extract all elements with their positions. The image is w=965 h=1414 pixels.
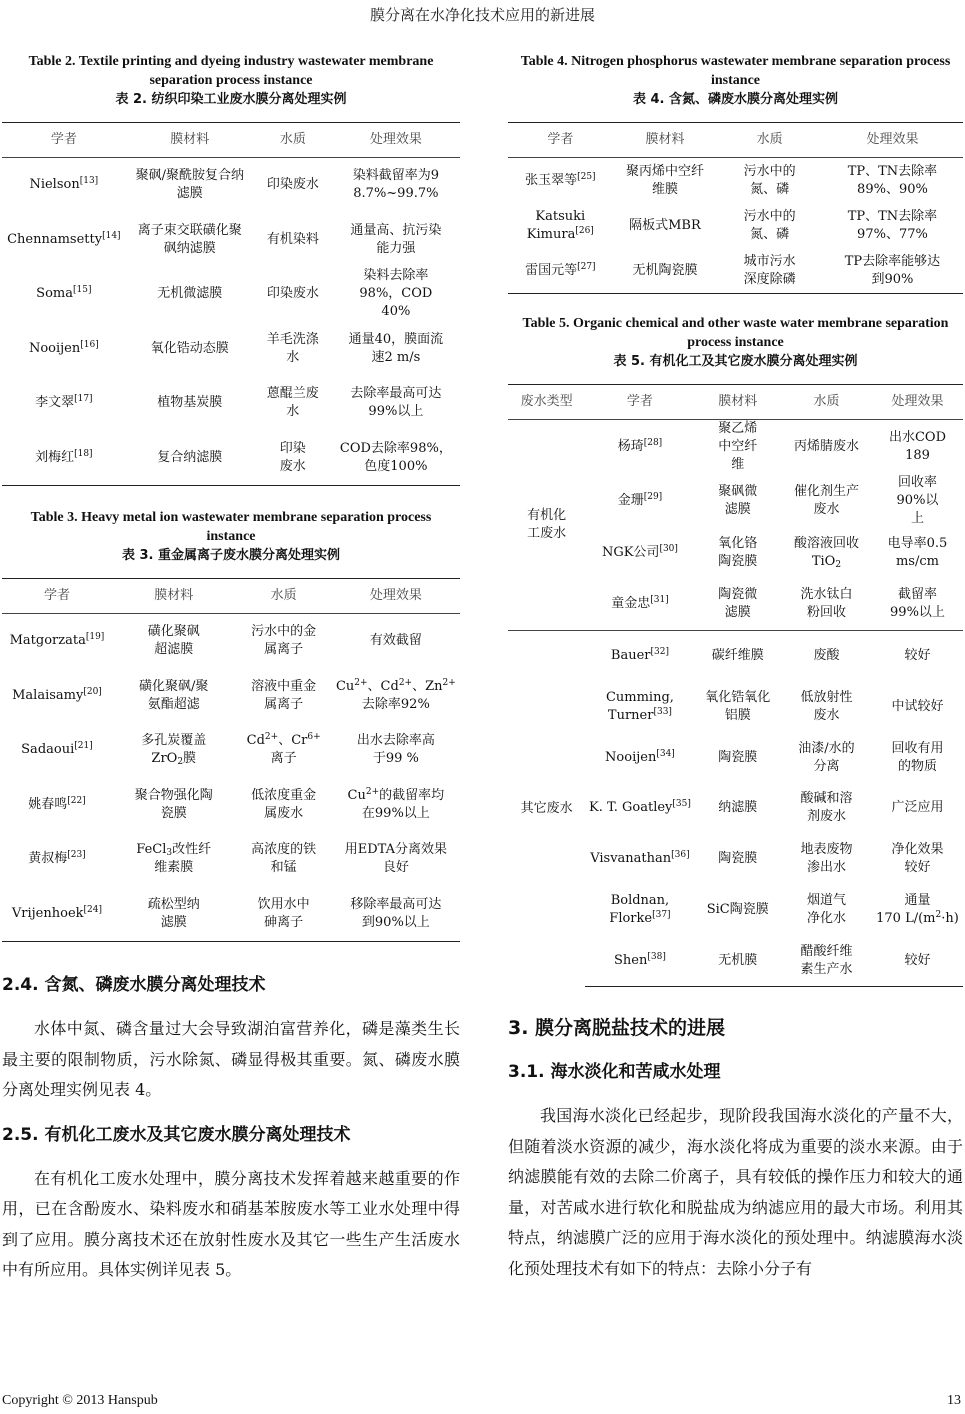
table2-caption-zh: 表 2. 纺织印染工业废水膜分离处理实例 [115, 92, 347, 107]
cell-scholar: 刘梅红[18] [2, 431, 126, 486]
table-row [2, 376, 460, 431]
section-2-5-heading: 2.5. 有机化工废水及其它废水膜分离处理技术 [2, 1124, 351, 1145]
table3-caption-en: Table 3. Heavy metal ion wastewater membrane separation process instance [30, 510, 432, 544]
cell-material: 陶瓷膜 [718, 749, 758, 765]
table4-caption-zh: 表 4. 含氮、磷废水膜分离处理实例 [632, 92, 839, 107]
table-row [2, 614, 460, 669]
col-header-scholar: 学者 [585, 385, 694, 420]
running-head: 膜分离在水净化技术应用的新进展 [369, 6, 595, 24]
cell-material: 碳纤维膜 [711, 647, 764, 663]
col-header-effect: 处理效果 [872, 385, 963, 420]
col-header-type: 废水类型 [508, 385, 585, 420]
table-row [508, 248, 963, 294]
table-row [2, 887, 460, 942]
cell-water: 印染废水 [266, 177, 319, 193]
cell-effect: 回收有用的物质 [891, 740, 944, 774]
cell-material: FeCl$_3$改性纤维素膜 [136, 842, 212, 876]
col-header-scholar: 学者 [2, 123, 126, 158]
section-2-5-paragraph: 在有机化工废水处理中，膜分离技术发挥着越来越重要的作用，已在含酚废水、染料废水和硝基苯胺废水等工业水处理中得到了应用。膜分离技术还在放射性废水及其它一些生产生活废水中有所应用。具体实例详见表 5。 [2, 1168, 460, 1279]
cell-water: 污水中的氮、磷 [743, 208, 796, 242]
table-row [508, 158, 963, 204]
col-header-scholar: 学者 [508, 123, 613, 158]
cell-scholar: Nielson[13] [29, 176, 99, 193]
col-header-material: 膜材料 [126, 123, 254, 158]
cell-scholar: Visvanathan[36] [590, 850, 690, 867]
cell-scholar: Chennamsetty[14] [7, 230, 121, 247]
col-header-water: 水质 [236, 579, 332, 614]
col-header-scholar: 学者 [2, 579, 112, 614]
cell-effect: 净化效果较好 [891, 842, 944, 876]
table3-caption-zh: 表 3. 重金属离子废水膜分离处理实例 [121, 548, 341, 563]
cell-effect: TP、TN去除率89%、90% [847, 163, 938, 197]
col-header-material: 膜材料 [613, 123, 718, 158]
cell-water: 城市污水深度除磷 [717, 248, 822, 294]
cell-water: 蒽醌兰废水 [266, 386, 319, 420]
col-header-water: 水质 [781, 385, 872, 420]
cell-scholar: Shen[38] [585, 935, 694, 986]
cell-water: $Cd^{2+}$、$Cr^{6+}$ 离子 [246, 732, 321, 767]
cell-scholar: K. T. Goatley[35] [589, 799, 691, 816]
cell-effect: 通量40，膜面流速2 m/s [348, 331, 444, 365]
section-2-4-paragraph: 水体中氮、磷含量过大会导致湖泊富营养化，磷是藻类生长最主要的限制物质，污水除氮、磷显得极其重要。氮、磷废水膜分离处理实例见表 4。 [2, 1019, 460, 1099]
cell-effect: COD去除率98%，色度100% [332, 431, 460, 486]
cell-effect: TP、TN去除率97%、77% [847, 208, 938, 242]
cell-water: 废酸 [813, 647, 840, 663]
section-3-1-paragraph: 我国海水淡化已经起步，现阶段我国海水淡化的产量不大，但随着淡水资源的减少，海水淡化将成为重要的淡水来源。由于纳滤膜能有效的去除二价离子，具有较低的操作压力和较大的通量，对苦咸水进行软化和脱盐成为纳滤应用的最大市场。利用其特点，纳滤膜广泛的应用于海水淡化的预处理中。纳滤膜海水淡化预处理技术有如下的特点：去除小分子有 [508, 1106, 963, 1278]
cell-scholar: 金珊[29] [617, 492, 663, 508]
cell-scholar: Vrijenhoek[24] [2, 887, 112, 942]
cell-scholar: Boldnan, Florke[37] [609, 892, 671, 926]
col-header-effect: 处理效果 [332, 123, 460, 158]
cell-scholar: 杨琦[28] [617, 438, 663, 454]
cell-scholar: NGK公司[30] [601, 544, 678, 561]
cell-group-organic: 有机化工废水 [508, 420, 585, 631]
table2-caption-en: Table 2. Textile printing and dyeing industry wastewater membrane separation process instance [28, 54, 434, 88]
cell-scholar: Sadaoui[21] [21, 741, 93, 758]
cell-water: 污水中的金属离子 [251, 624, 317, 658]
cell-water: 酸碱和溶剂废水 [800, 791, 853, 825]
cell-effect: 用EDTA分离效果良好 [344, 842, 447, 876]
cell-material: 磺化聚砜/聚氨酯超滤 [139, 678, 209, 712]
cell-water: 饮用水中砷离子 [236, 887, 332, 942]
cell-material: 陶瓷膜 [718, 851, 758, 867]
cell-material: 植物基炭膜 [157, 395, 223, 411]
cell-water: 低浓度重金属废水 [251, 787, 317, 821]
cell-effect: 回收率90%以上 [896, 475, 939, 526]
table-row [2, 213, 460, 268]
cell-water: 污水中的氮、磷 [743, 163, 796, 197]
section-3-1-heading: 3.1. 海水淡化和苦咸水处理 [508, 1062, 721, 1083]
cell-material: 疏松型纳滤膜 [112, 887, 236, 942]
cell-effect: 广泛应用 [891, 800, 944, 816]
col-header-water: 水质 [254, 123, 332, 158]
cell-material: 聚合物强化陶瓷膜 [134, 787, 213, 821]
cell-material: 聚丙烯中空纤维膜 [625, 163, 704, 197]
cell-effect: 中试较好 [891, 698, 944, 714]
cell-water: 羊毛洗涤水 [266, 331, 319, 365]
cell-effect: 通量高、抗污染能力强 [350, 222, 442, 256]
cell-material: 无机膜 [695, 935, 781, 986]
cell-material: 纳滤膜 [718, 800, 758, 816]
cell-effect: $Cu^{2+}$、$Cd^{2+}$、$Zn^{2+}$ 去除率92% [335, 677, 456, 712]
cell-effect: 有效截留 [369, 633, 422, 649]
cell-effect: $Cu^{2+}$的截留率均在99%以上 [347, 786, 445, 821]
cell-water: 烟道气净化水 [806, 892, 846, 926]
cell-water: 低放射性废水 [800, 689, 853, 723]
col-header-material: 膜材料 [112, 579, 236, 614]
right-column [508, 52, 963, 1284]
cell-scholar: 黄叔梅[23] [28, 850, 86, 867]
cell-effect: 较好 [872, 935, 963, 986]
cell-water: 高浓度的铁和锰 [251, 842, 317, 876]
col-header-water: 水质 [717, 123, 822, 158]
cell-material: 聚砜/聚酰胺复合纳滤膜 [135, 168, 244, 202]
cell-water: 溶液中重金属离子 [251, 678, 317, 712]
cell-material: 无机微滤膜 [157, 286, 223, 302]
cell-water: 油漆/水的分离 [798, 740, 855, 774]
cell-scholar: Katsuki Kimura[26] [526, 208, 594, 242]
cell-scholar: Nooijen[34] [605, 748, 675, 765]
cell-water: 印染废水 [266, 286, 319, 302]
cell-material: 氧化锆动态膜 [150, 340, 229, 356]
cell-effect: 移除率最高可达到90%以上 [332, 887, 460, 942]
cell-scholar: 雷国元等[27] [508, 248, 613, 294]
left-column [2, 52, 460, 1286]
cell-material: 氧化铬陶瓷膜 [718, 536, 758, 570]
footer-page-number: 13 [947, 1393, 961, 1408]
table-row [508, 203, 963, 248]
cell-material: 聚砜微滤膜 [718, 484, 758, 517]
table-row [2, 778, 460, 833]
cell-scholar: Soma[15] [36, 285, 92, 302]
cell-water: 醋酸纤维素生产水 [781, 935, 872, 986]
cell-effect: TP去除率能够达到90% [822, 248, 963, 294]
cell-material: 复合纳滤膜 [126, 431, 254, 486]
table-5 [508, 384, 963, 987]
cell-effect: 出水COD 189 [888, 430, 946, 463]
cell-material: 陶瓷微滤膜 [695, 579, 781, 630]
cell-material: 聚乙烯中空纤维 [718, 421, 758, 472]
cell-material: SiC陶瓷膜 [706, 901, 769, 917]
table-row [2, 158, 460, 213]
col-header-effect: 处理效果 [332, 579, 460, 614]
section-3-heading: 3. 膜分离脱盐技术的进展 [508, 1017, 726, 1040]
cell-effect: 去除率最高可达99%以上 [350, 386, 442, 420]
cell-water: 洗水钛白粉回收 [781, 579, 872, 630]
cell-effect: 截留率99%以上 [872, 579, 963, 630]
table-3 [2, 578, 460, 942]
cell-effect: 通量 170 $L/(m^2\cdot h)$ [876, 892, 959, 926]
cell-effect: 染料去除率98%，COD 40% [359, 268, 433, 320]
cell-water: 印染废水 [254, 431, 332, 486]
table-row [2, 832, 460, 887]
cell-scholar: 姚春鸣[22] [28, 795, 86, 812]
cell-water: 酸溶液回收 TiO$_2$ [793, 536, 859, 571]
cell-effect: 出水去除率高于99 % [356, 733, 435, 767]
cell-water: 有机染料 [266, 231, 319, 247]
cell-group-other: 其它废水 [520, 800, 573, 816]
cell-scholar: 张玉翠等[25] [525, 171, 596, 188]
cell-effect: 较好 [904, 647, 931, 663]
cell-effect: 电导率0.5 ms/cm [887, 536, 948, 570]
table5-caption-en: Table 5. Organic chemical and other waste water membrane separation process instance [522, 316, 949, 350]
cell-scholar: Cumming, Turner[33] [605, 689, 674, 723]
footer-copyright: Copyright © 2013 Hanspub [2, 1393, 158, 1408]
cell-scholar: 童金忠[31] [585, 579, 694, 630]
cell-scholar: Malaisamy[20] [12, 686, 102, 703]
table-row [508, 420, 963, 475]
cell-scholar: Bauer[32] [610, 646, 669, 663]
table-4 [508, 122, 963, 294]
cell-material: 离子束交联磺化聚砜纳滤膜 [137, 222, 242, 256]
cell-scholar: Matgorzata[19] [9, 632, 105, 649]
cell-scholar: 李文翠[17] [35, 394, 93, 411]
table-row [2, 431, 460, 486]
col-header-effect: 处理效果 [822, 123, 963, 158]
cell-water: 丙烯腈废水 [793, 439, 859, 454]
cell-water: 催化剂生产废水 [793, 484, 859, 517]
cell-material: 氧化锆氧化铝膜 [705, 689, 771, 723]
table-row [2, 322, 460, 377]
section-2-4-heading: 2.4. 含氮、磷废水膜分离处理技术 [2, 975, 266, 995]
col-header-material: 膜材料 [695, 385, 781, 420]
table-row [2, 723, 460, 778]
table-row [2, 267, 460, 322]
cell-effect: 染料截留率为98.7%~99.7% [352, 168, 440, 202]
cell-material: 无机陶瓷膜 [613, 248, 718, 294]
table5-caption-zh: 表 5. 有机化工及其它废水膜分离处理实例 [613, 354, 858, 369]
table-row [508, 630, 963, 681]
table-row [2, 669, 460, 724]
table4-caption-en: Table 4. Nitrogen phosphorus wastewater membrane separation process instance [520, 54, 951, 88]
cell-material: 磺化聚砜超滤膜 [147, 624, 200, 658]
table-2 [2, 122, 460, 486]
cell-water: 地表废物渗出水 [800, 842, 853, 876]
cell-material: 多孔炭覆盖 ZrO$_2$膜 [141, 733, 207, 768]
cell-scholar: Nooijen[16] [28, 339, 99, 356]
cell-material: 隔板式MBR [629, 217, 701, 233]
